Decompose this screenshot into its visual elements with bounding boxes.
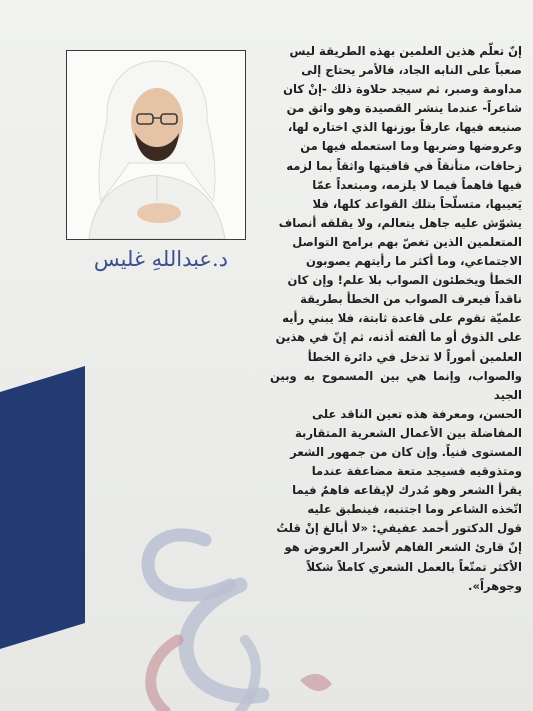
body-text-line: فيها فاهماً فيما لا يلزمه، ومبتعداً عمّا xyxy=(312,177,522,192)
blue-panel-shape xyxy=(0,366,85,649)
body-text-line: ناقداً فيعرف الصواب من الخطأ بطريقة xyxy=(300,292,522,307)
body-text-line: يشوّش عليه جاهل يتعالم، ولا يقلقه أنصاف xyxy=(278,215,522,230)
body-text xyxy=(270,42,522,596)
body-text-line: وجوهراً». xyxy=(468,578,522,593)
body-text-line: اتّخذه الشاعر وما اجتنبه، فينطبق عليه xyxy=(307,502,522,517)
body-text-line: إنّ تعلّم هذين العلمين بهذه الطريقة ليس xyxy=(289,44,522,58)
body-text-line: الأكثر تمتّعاً بالعمل الشعري كاملاً شكلاً xyxy=(306,559,522,574)
calligraphy-dot-icon xyxy=(300,674,332,691)
body-text-line: يَعيبها، متسلّحاً بتلك القواعد كلها، فلا xyxy=(312,196,522,211)
body-text-line: الحسن، ومعرفة هذه تعين الناقد على xyxy=(312,406,522,421)
author-photo xyxy=(66,50,246,240)
body-text-line: وعروضها وضربها وما استعمله فيها من xyxy=(300,139,522,154)
body-text-line: يقرأ الشعر وهو مُدرك لإيقاعه فاهمٌ فيما xyxy=(292,483,522,498)
body-text-line: صعباً على النابه الجاد، فالأمر يحتاج إلى xyxy=(301,63,522,78)
body-text-line: على الذوق أو ما ألفته أذنه، ثم إنّ في هذين xyxy=(275,330,522,345)
body-text-line: علميّة تقوم على قاعدة ثابتة، فلا يبني رأيه xyxy=(282,311,522,326)
body-text-line: المتعلمين الذين تغصّ بهم برامج التواصل xyxy=(292,234,522,249)
body-text-line: زحافات، متأنقاً في قافيتها واثقاً بما لزمه xyxy=(286,158,522,173)
body-text-line: المستوى فنياً. وإن كان من جمهور الشعر xyxy=(290,444,522,459)
author-name: د.عبداللهِ غليس xyxy=(93,247,228,271)
body-text-line: قول الدكتور أحمد عفيفي: «لا أبالغ إنْ قلتُ xyxy=(276,521,522,536)
body-text-line: صنيعه فيها، عارفاً بوزنها الذي اختاره لها، xyxy=(287,120,522,135)
portrait-photo-icon xyxy=(67,51,245,239)
body-text-line: والصواب، وإنما هي بين المسموح به وبين الجيد xyxy=(270,368,522,402)
body-text-line: إنّ قارئ الشعر الفاهم لأسرار العروض هو xyxy=(284,540,522,555)
calligraphy-curve-icon xyxy=(151,640,178,711)
body-text-line: مداومة وصبر، ثم سيجد حلاوة ذلك -إنْ كان xyxy=(283,82,522,97)
body-text-line: الاجتماعي، وما أكثر ما رأيتهم يصوبون xyxy=(305,254,522,269)
calligraphy-letter-ain-icon xyxy=(148,535,230,595)
body-text-line: شاعراً- عندما ينشر القصيدة وهو واثق من xyxy=(286,101,522,116)
body-text-line: ومتذوقيه فسيجد متعة مضاعفة عندما xyxy=(311,464,522,479)
body-text-line: المفاضلة بين الأعمال الشعرية المتقاربة xyxy=(295,425,522,440)
body-text-line: الخطأ ويخطئون الصواب بلا علم! وإن كان xyxy=(287,273,522,288)
body-text-line: العلمين أموراً لا تدخل في دائرة الخطأ xyxy=(307,349,522,364)
